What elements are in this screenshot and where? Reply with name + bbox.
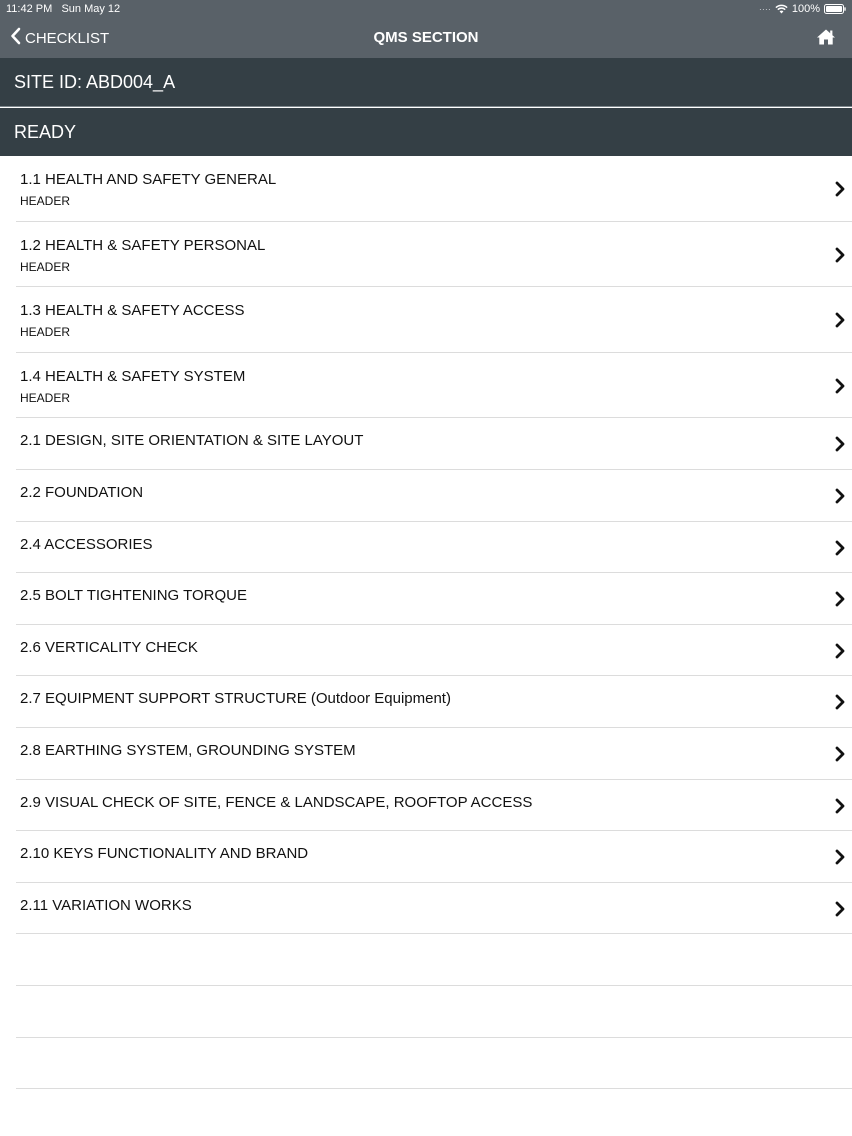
chevron-right-icon <box>834 378 846 394</box>
site-id-label: SITE ID: ABD004_A <box>14 71 176 92</box>
home-button[interactable] <box>816 28 836 46</box>
list-item-title: 1.1 HEALTH AND SAFETY GENERAL <box>20 171 277 188</box>
list-item[interactable] <box>16 625 852 677</box>
status-date: Sun May 12 <box>61 3 121 15</box>
chevron-right-icon <box>834 746 846 762</box>
list-item[interactable] <box>16 831 852 883</box>
list-item[interactable] <box>16 287 852 353</box>
empty-row-separator <box>16 1038 852 1090</box>
list-item[interactable] <box>16 573 852 625</box>
ready-section-label: READY <box>14 121 77 142</box>
list-item-title: 1.4 HEALTH & SAFETY SYSTEM <box>20 367 246 385</box>
list-item[interactable] <box>16 728 852 780</box>
chevron-left-icon <box>10 27 21 50</box>
list-item-title: 2.10 KEYS FUNCTIONALITY AND BRAND <box>20 845 309 863</box>
list-item-title: 1.2 HEALTH & SAFETY PERSONAL <box>20 236 266 254</box>
list-item-title: 2.7 EQUIPMENT SUPPORT STRUCTURE (Outdoor Equipment) <box>20 690 451 708</box>
empty-row-separator <box>16 934 852 986</box>
list-item-title: 2.1 DESIGN, SITE ORIENTATION & SITE LAYOUT <box>20 432 364 450</box>
back-button[interactable] <box>10 28 109 48</box>
empty-row-separator <box>16 986 852 1038</box>
back-button-label: CHECKLIST <box>25 29 110 47</box>
chevron-right-icon <box>834 488 846 504</box>
list-item-title: 2.4 ACCESSORIES <box>20 535 153 553</box>
checklist-section-list <box>0 156 852 1089</box>
battery-percent: 100% <box>791 3 820 15</box>
list-item-title: 2.5 BOLT TIGHTENING TORQUE <box>20 587 247 605</box>
list-item[interactable] <box>16 222 852 288</box>
navigation-bar <box>0 0 852 58</box>
list-item-title: 2.11 VARIATION WORKS <box>20 896 192 914</box>
list-item[interactable] <box>16 883 852 935</box>
list-item[interactable] <box>16 676 852 728</box>
chevron-right-icon <box>834 901 846 917</box>
ready-section-header <box>0 108 852 156</box>
chevron-right-icon <box>834 247 846 263</box>
chevron-right-icon <box>834 540 846 556</box>
status-time-date <box>6 3 120 15</box>
chevron-right-icon <box>834 312 846 328</box>
list-item[interactable] <box>16 780 852 832</box>
wifi-icon <box>775 4 788 14</box>
list-item-title: 2.2 FOUNDATION <box>20 483 144 501</box>
list-item-title: 2.8 EARTHING SYSTEM, GROUNDING SYSTEM <box>20 741 356 759</box>
chevron-right-icon <box>834 591 846 607</box>
list-item-subtitle: HEADER <box>20 325 71 340</box>
list-item-title: 2.9 VISUAL CHECK OF SITE, FENCE & LANDSCAPE, ROOFTOP ACCESS <box>20 793 533 811</box>
list-item-subtitle: HEADER <box>20 390 71 405</box>
list-item-subtitle: HEADER <box>20 194 71 208</box>
list-item-title: 2.6 VERTICALITY CHECK <box>20 638 198 656</box>
chevron-right-icon <box>834 694 846 710</box>
page-title: QMS SECTION <box>373 29 479 46</box>
home-icon <box>816 33 836 50</box>
site-id-header <box>0 58 852 107</box>
chevron-right-icon <box>834 181 846 197</box>
list-item[interactable] <box>16 470 852 522</box>
list-item[interactable] <box>16 418 852 470</box>
status-indicators <box>759 3 846 15</box>
signal-icon: ···· <box>758 4 771 14</box>
chevron-right-icon <box>834 849 846 865</box>
chevron-right-icon <box>834 436 846 452</box>
chevron-right-icon <box>834 798 846 814</box>
list-item[interactable] <box>16 353 852 419</box>
list-item-subtitle: HEADER <box>20 259 71 274</box>
list-item[interactable] <box>16 156 852 222</box>
list-item[interactable] <box>16 522 852 574</box>
status-time: 11:42 PM <box>6 3 53 15</box>
chevron-right-icon <box>834 643 846 659</box>
list-item-title: 1.3 HEALTH & SAFETY ACCESS <box>20 302 245 320</box>
battery-icon <box>824 4 846 14</box>
